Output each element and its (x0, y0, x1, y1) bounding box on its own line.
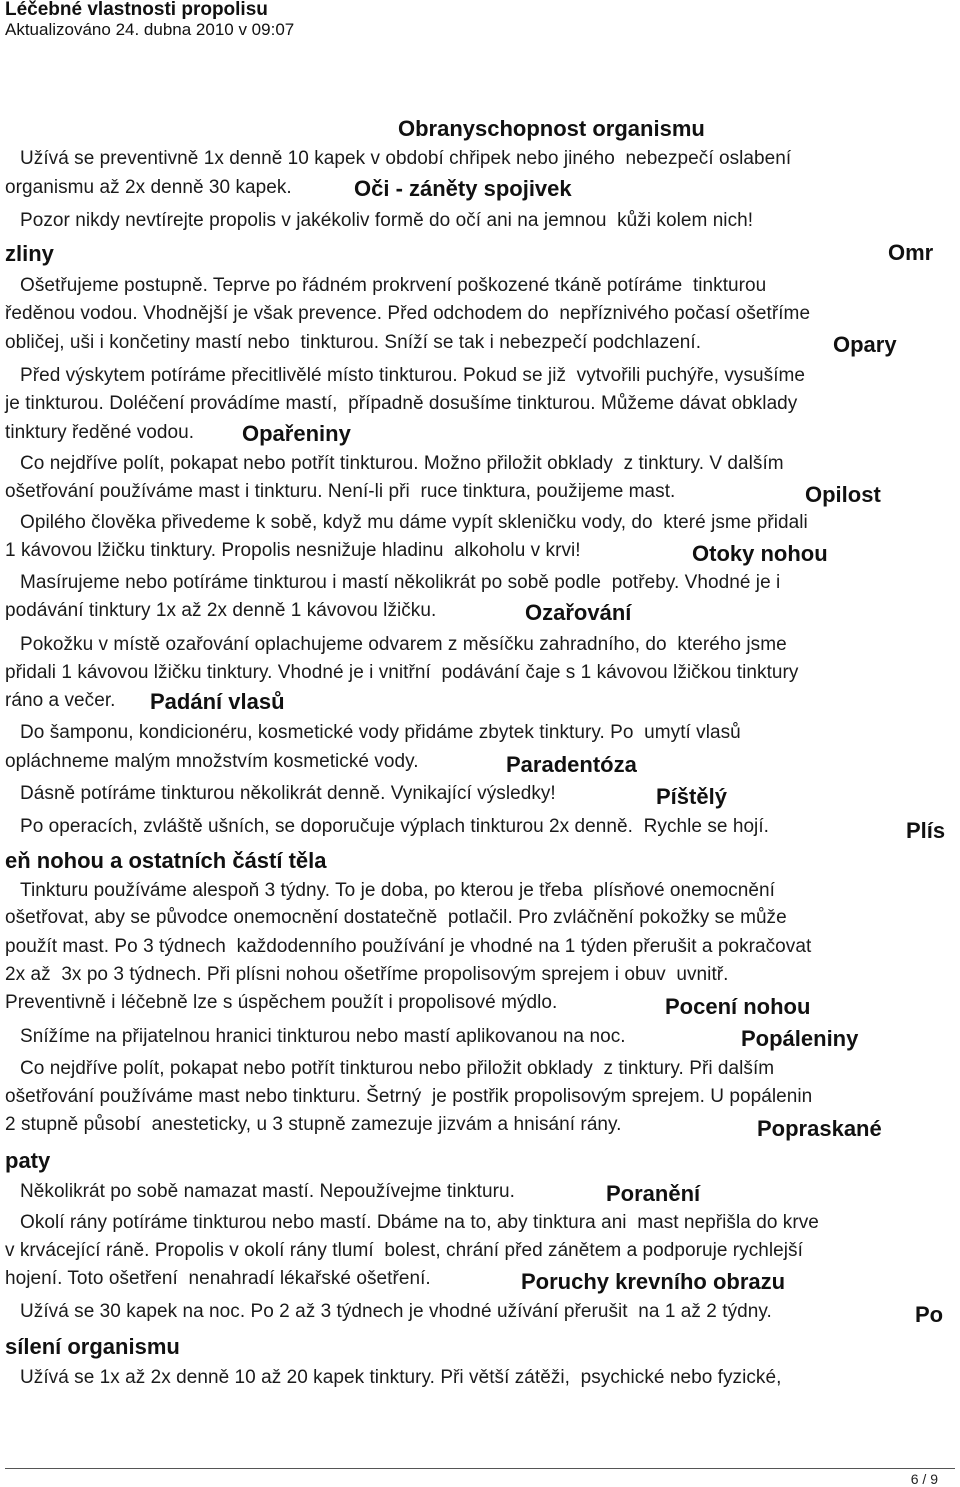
heading-plisen-part2: eň nohou a ostatních částí těla (5, 848, 327, 873)
text-line: tinktury ředěné vodou. (5, 422, 195, 443)
text-line: ošetřování používáme mast nebo tinkturu. Šetrný je postřik propolisovým sprejem. U popálenin (5, 1086, 813, 1107)
text-line: Ošetřujeme postupně. Teprve po řádném prokrvení poškozené tkáně potíráme tinkturou (20, 275, 767, 296)
heading-oparenilny: Opařeniny (242, 421, 351, 446)
text-line: 2x až 3x po 3 týdnech. Při plísni nohou ošetříme propolisovým sprejem i obuv uvnitř. (5, 964, 729, 985)
text-line: ráno a večer. (5, 690, 116, 711)
text-line: Dásně potíráme tinkturou několikrát denně. Vynikající výsledky! (20, 783, 556, 804)
heading-omrzliny-part2: zliny (5, 241, 54, 266)
heading-popaleniny: Popáleniny (741, 1026, 859, 1051)
heading-otoky-nohou: Otoky nohou (692, 541, 828, 566)
heading-posileni-part2: sílení organismu (5, 1334, 180, 1359)
text-line: Užívá se preventivně 1x denně 10 kapek v období chřipek nebo jiného nebezpečí oslabení (20, 148, 792, 169)
heading-oci-zanety: Oči - záněty spojivek (354, 176, 572, 201)
text-line: Opilého člověka přivedeme k sobě, když mu dáme vypít skleničku vody, do které jsme přidali (20, 512, 808, 533)
text-line: ředěnou vodou. Vhodnější je však prevence. Před odchodem do nepříznivého počasí ošetříme (5, 303, 811, 324)
heading-opary: Opary (833, 332, 897, 357)
heading-obranyschopnost: Obranyschopnost organismu (398, 116, 705, 141)
text-line: Okolí rány potíráme tinkturou nebo mastí. Dbáme na to, aby tinktura ani mast nepřišla do krve (20, 1212, 819, 1233)
text-line: Snížíme na přijatelnou hranici tinkturou nebo mastí aplikovanou na noc. (20, 1026, 626, 1047)
heading-popraskane-part1: Popraskané (757, 1116, 882, 1141)
text-line: Tinkturu používáme alespoň 3 týdny. To je doba, po kterou je třeba plísňové onemocnění (20, 880, 775, 901)
text-line: 1 kávovou lžičku tinktury. Propolis nesnižuje hladinu alkoholu v krvi! (5, 540, 581, 561)
text-line: použít mast. Po 3 týdnech každodenního používání je vhodné na 1 týden přerušit a pokračovat (5, 936, 812, 957)
heading-omrzliny-part1: Omr (888, 240, 934, 265)
text-line: Pozor nikdy nevtírejte propolis v jakékoliv formě do očí ani na jemnou kůži kolem nich! (20, 210, 754, 231)
text-line: ošetřování používáme mast i tinkturu. Není-li při ruce tinktura, použijeme mast. (5, 481, 676, 502)
text-line: v krvácející ráně. Propolis v okolí rány tlumí bolest, chrání před zánětem a podporuje rychlejší (5, 1240, 803, 1261)
heading-pistely: Píštělý (656, 784, 727, 809)
heading-poruchy-krevniho-obrazu: Poruchy krevního obrazu (521, 1269, 786, 1294)
text-line: Před výskytem potíráme přecitlivělé místo tinkturou. Pokud se již vytvořili puchýře, vysušíme (20, 365, 806, 386)
heading-popraskane-part2: paty (5, 1148, 51, 1173)
text-line: Co nejdříve polít, pokapat nebo potřít tinkturou nebo přiložit obklady z tinktury. Při dalším (20, 1058, 775, 1079)
text-line: Masírujeme nebo potíráme tinkturou i mastí několikrát po sobě podle potřeby. Vhodné je i (20, 572, 781, 593)
heading-paradentoza: Paradentóza (506, 752, 637, 777)
heading-posileni-part1: Po (915, 1302, 944, 1327)
heading-ozarovani: Ozařování (525, 600, 632, 625)
footer-divider (5, 1468, 955, 1469)
text-line: Do šamponu, kondicionéru, kosmetické vody přidáme zbytek tinktury. Po umytí vlasů (20, 722, 741, 743)
text-line: je tinkturou. Doléčení provádíme mastí, případně dosušíme tinkturou. Můžeme dávat obklady (5, 393, 798, 414)
heading-poraneni: Poranění (606, 1181, 701, 1206)
text-line: Preventivně i léčebně lze s úspěchem použít i propolisové mýdlo. (5, 992, 558, 1013)
text-line: opláchneme malým množstvím kosmetické vody. (5, 751, 419, 772)
text-line: Užívá se 1x až 2x denně 10 až 20 kapek tinktury. Při větší zátěži, psychické nebo fyzické, (20, 1367, 782, 1388)
text-line: hojení. Toto ošetření nenahradí lékařské ošetření. (5, 1268, 431, 1289)
last-updated: Aktualizováno 24. dubna 2010 v 09:07 (5, 20, 295, 39)
text-line: Po operacích, zvláště ušních, se doporučuje výplach tinkturou 2x denně. Rychle se hojí. (20, 816, 769, 837)
text-line: Co nejdříve polít, pokapat nebo potřít tinkturou. Možno přiložit obklady z tinktury. V dalším (20, 453, 784, 474)
text-line: Několikrát po sobě namazat mastí. Nepoužívejme tinkturu. (20, 1181, 515, 1202)
text-line: podávání tinktury 1x až 2x denně 1 kávovou lžičku. (5, 600, 437, 621)
text-line: ošetřovat, aby se původce onemocnění dostatečně potlačil. Pro zvláčnění pokožky se může (5, 907, 787, 928)
document-title: Léčebné vlastnosti propolisu (5, 0, 268, 20)
heading-opilost: Opilost (805, 482, 881, 507)
heading-padani-vlasu: Padání vlasů (150, 689, 285, 714)
text-line: 2 stupně působí anesteticky, u 3 stupně zamezuje jizvám a hnisání rány. (5, 1114, 622, 1135)
text-line: přidali 1 kávovou lžičku tinktury. Vhodné je i vnitřní podávání čaje s 1 kávovou lžičkou tinktury (5, 662, 799, 683)
text-line: organismu až 2x denně 30 kapek. (5, 177, 292, 198)
text-line: Pokožku v místě ozařování oplachujeme odvarem z měsíčku zahradního, do kterého jsme (20, 634, 787, 655)
heading-plisen-part1: Plís (906, 818, 946, 843)
page-number: 6 / 9 (910, 1471, 938, 1487)
text-line: obličej, uši i končetiny mastí nebo tinkturou. Sníží se tak i nebezpečí podchlazení. (5, 332, 702, 353)
text-line: Užívá se 30 kapek na noc. Po 2 až 3 týdnech je vhodné užívání přerušit na 1 až 2 týdny. (20, 1301, 772, 1322)
heading-poceni-nohou: Pocení nohou (665, 994, 811, 1019)
